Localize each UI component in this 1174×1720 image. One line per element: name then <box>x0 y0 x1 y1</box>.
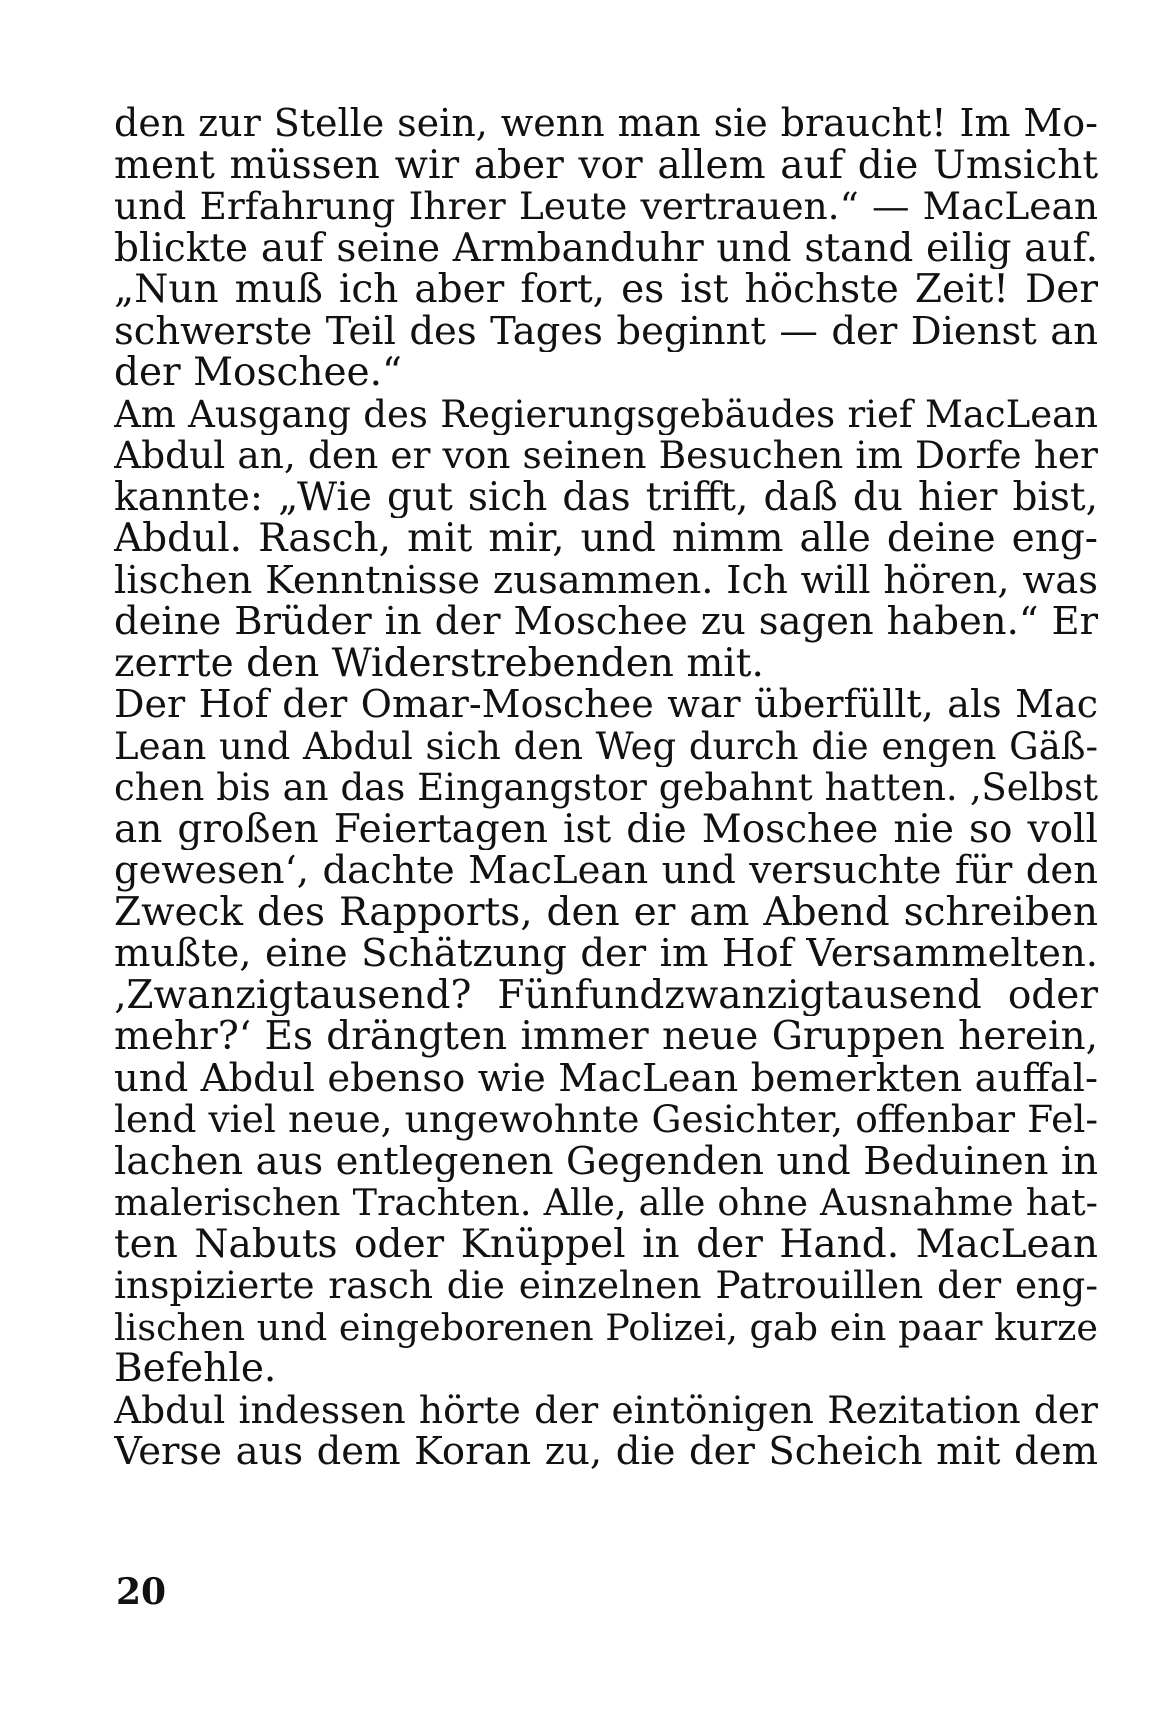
text-line: blickte auf seine Armbanduhr und stand eilig auf. <box>114 227 1098 269</box>
text-line: Befehle. <box>114 1348 277 1390</box>
text-line: ‚Zwanzigtausend? Fünfundzwanzigtausend oder <box>114 974 1098 1016</box>
text-line: inspizierte rasch die einzelnen Patrouillen der eng- <box>114 1265 1098 1307</box>
text-line: malerischen Trachten. Alle, alle ohne Ausnahme hat- <box>114 1182 1098 1224</box>
text-line: lischen Kenntnisse zusammen. Ich will hören, was <box>114 559 1098 601</box>
text-line: Abdul indessen hörte der eintönigen Rezitation der <box>114 1389 1098 1431</box>
text-line: Am Ausgang des Regierungsgebäudes rief MacLean <box>114 393 1098 435</box>
text-line: lend viel neue, ungewohnte Gesichter, offenbar Fel- <box>114 1099 1098 1141</box>
text-line: an großen Feiertagen ist die Moschee nie so voll <box>114 808 1098 850</box>
text-line: Der Hof der Omar-Moschee war überfüllt, als Mac <box>114 684 1098 726</box>
text-line: der Moschee.“ <box>114 352 402 394</box>
text-line: Zweck des Rapports, den er am Abend schreiben <box>114 891 1098 933</box>
text-line: ten Nabuts oder Knüppel in der Hand. MacLean <box>114 1223 1098 1265</box>
text-line: den zur Stelle sein, wenn man sie braucht! Im Mo- <box>114 103 1098 145</box>
text-line: und Erfahrung Ihrer Leute vertrauen.“ — MacLean <box>114 186 1098 228</box>
text-line: schwerste Teil des Tages beginnt — der Dienst an <box>114 310 1098 352</box>
text-line: Verse aus dem Koran zu, die der Scheich mit dem <box>114 1431 1098 1473</box>
text-line: „Nun muß ich aber fort, es ist höchste Zeit! Der <box>114 269 1098 311</box>
text-line: lischen und eingeborenen Polizei, gab ein paar kurze <box>114 1306 1098 1348</box>
text-line: kannte: „Wie gut sich das trifft, daß du hier bist, <box>114 476 1098 518</box>
text-line: chen bis an das Eingangstor gebahnt hatten. ‚Selbst <box>114 767 1098 809</box>
text-line: zerrte den Widerstrebenden mit. <box>114 642 764 684</box>
text-line: Abdul an, den er von seinen Besuchen im Dorfe her <box>114 435 1098 477</box>
body-text <box>114 103 1098 1473</box>
text-line: lachen aus entlegenen Gegenden und Beduinen in <box>114 1140 1098 1182</box>
text-line: mehr?‘ Es drängten immer neue Gruppen herein, <box>114 1016 1098 1058</box>
text-line: gewesen‘, dachte MacLean und versuchte für den <box>114 850 1098 892</box>
page-number: 20 <box>116 1571 167 1613</box>
text-line: ment müssen wir aber vor allem auf die Umsicht <box>114 144 1098 186</box>
text-line: mußte, eine Schätzung der im Hof Versammelten. <box>114 933 1098 975</box>
text-line: deine Brüder in der Moschee zu sagen haben.“ Er <box>114 601 1098 643</box>
text-line: Abdul. Rasch, mit mir, und nimm alle deine eng- <box>114 518 1098 560</box>
text-line: und Abdul ebenso wie MacLean bemerkten auffal- <box>114 1057 1098 1099</box>
text-line: Lean und Abdul sich den Weg durch die engen Gäß- <box>114 725 1098 767</box>
